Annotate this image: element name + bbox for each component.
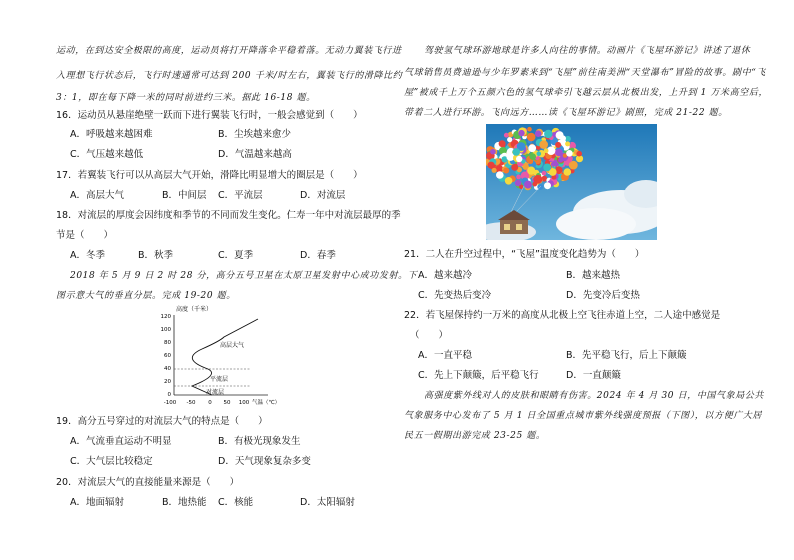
- q18-option-a: A．冬季: [70, 250, 105, 261]
- intro-line: 运动，在到达安全极限的高度，运动员将打开降落伞平稳着落。无动力翼装飞行进: [56, 46, 402, 56]
- q16-option-d: D．气温越来越高: [218, 149, 292, 160]
- q22-stem-cont: （ ）: [410, 330, 449, 341]
- balloon: [566, 150, 573, 157]
- balloon: [512, 148, 520, 156]
- balloon: [499, 140, 506, 147]
- balloon: [544, 182, 551, 189]
- balloon: [556, 131, 564, 139]
- balloon: [565, 141, 570, 146]
- q17-stem: 17．若翼装飞行可以从高层大气开始，滑降比明显增大的圈层是（ ）: [56, 170, 363, 181]
- balloon: [507, 137, 512, 142]
- balloon: [558, 158, 563, 163]
- balloon: [544, 148, 549, 153]
- balloon: [527, 167, 535, 175]
- mid-intro-line: 图示意大气的垂直分层。完成 19-20 题。: [56, 291, 236, 301]
- q16-option-c: C．气压越来越低: [70, 149, 144, 160]
- right-intro-line: 气球销售员费迪逊与少年罗素来到“飞屋”前往南美洲“天堂瀑布”冒险的故事。剧中“飞: [404, 68, 767, 78]
- balloon: [527, 133, 536, 142]
- balloon: [551, 162, 556, 167]
- q17-option-d: D．对流层: [300, 190, 346, 201]
- q17-option-a: A．高层大气: [70, 190, 124, 201]
- balloon: [537, 151, 542, 156]
- balloon: [564, 168, 572, 176]
- balloon: [528, 144, 536, 152]
- q20-stem: 20．对流层大气的直接能量来源是（ ）: [56, 477, 240, 488]
- q22-option-a: A．一直平稳: [418, 350, 472, 361]
- q17-option-b: B．中间层: [162, 190, 207, 201]
- q21-option-a: A．越来越冷: [418, 270, 472, 281]
- balloon: [544, 130, 552, 138]
- balloon: [516, 156, 522, 162]
- y-tick: 60: [164, 353, 171, 359]
- q16-option-a: A．呼吸越来越困难: [70, 129, 153, 140]
- balloon: [504, 133, 509, 138]
- balloon: [555, 149, 562, 156]
- q21-stem: 21．二人在升空过程中，“飞屋”温度变化趋势为（ ）: [404, 249, 645, 260]
- q20-option-b: B．地热能: [162, 497, 207, 508]
- q21-option-b: B．越来越热: [566, 270, 621, 281]
- right-intro-line: 驾驶氢气球环游地球是许多人向往的事情。动画片《飞屋环游记》讲述了退休: [424, 46, 751, 56]
- q19-option-a: A．气流垂直运动不明显: [70, 436, 172, 447]
- balloon: [488, 162, 495, 169]
- bottom-intro-line: 气象服务中心发布了 5 月 1 日全国重点城市紫外线强度预报（下图），以方便广大居: [404, 411, 762, 421]
- q21-option-d: D．先变冷后变热: [566, 290, 640, 301]
- x-tick: 50: [223, 400, 231, 406]
- q19-stem: 19．高分五号穿过的对流层大气的特点是（ ）: [56, 416, 268, 427]
- q18-option-c: C．夏季: [218, 250, 254, 261]
- x-tick: -100: [163, 400, 177, 406]
- q18-stem: 18．对流层的厚度会因纬度和季节的不同而发生变化。仁寿一年中对流层最厚的季: [56, 210, 401, 221]
- atmosphere-layers-diagram: [150, 303, 320, 411]
- balloon: [505, 177, 513, 185]
- up-movie-still: [486, 124, 657, 240]
- balloon: [535, 130, 542, 137]
- balloon: [511, 164, 518, 171]
- balloon: [542, 171, 547, 176]
- q20-option-d: D．太阳辐射: [300, 497, 355, 508]
- y-tick: 40: [164, 366, 171, 372]
- balloon: [539, 140, 548, 149]
- q18-stem-cont: 节是（ ）: [56, 230, 114, 241]
- label-high-atmosphere: 高层大气: [220, 342, 245, 349]
- q19-option-d: D．天气现象复杂多变: [218, 456, 311, 467]
- y-tick: 80: [164, 340, 171, 346]
- balloon: [529, 153, 536, 160]
- q22-stem: 22．若飞屋保持约一万米的高度从北极上空飞往赤道上空，二人途中感觉是: [404, 310, 721, 321]
- diagram-x-title: 气温（℃）: [252, 400, 281, 406]
- label-stratosphere: 平流层: [210, 376, 229, 383]
- right-intro-line: 屋”被成千上万个五颜六色的氢气球牵引飞越云层从北极出发，上升到 1 万米高空后，: [404, 88, 769, 98]
- diagram-y-title: 高度（千米）: [176, 306, 213, 313]
- x-tick: 0: [208, 400, 212, 406]
- q20-option-c: C．核能: [218, 497, 254, 508]
- bottom-intro-line: 民五一假期出游完成 23-25 题。: [404, 431, 546, 441]
- q21-option-c: C．先变热后变冷: [418, 290, 492, 301]
- temperature-curve: [192, 319, 258, 395]
- y-tick: 0: [167, 392, 171, 398]
- intro-line: 入理想飞行状态后，飞行时速通常可达到 200 千米/时左右，翼装飞行的滑降比约: [56, 71, 403, 81]
- balloon: [527, 127, 532, 132]
- q18-option-d: D．春季: [300, 250, 336, 261]
- y-tick: 100: [160, 327, 171, 333]
- y-tick: 120: [160, 314, 171, 320]
- bottom-intro-line: 高强度紫外线对人的皮肤和眼睛有伤害。2024 年 4 月 30 日，中国气象局公共: [424, 391, 764, 401]
- intro-line: 3：1，即在每下降一米的同时前进约三米。据此 16-18 题。: [56, 93, 316, 103]
- balloon: [543, 164, 551, 172]
- right-intro-line: 带着二人进行环游。飞向远方……读《飞屋环游记》剧照，完成 21-22 题。: [404, 108, 728, 118]
- balloon: [524, 181, 532, 189]
- q22-option-b: B．先平稳飞行，后上下颠簸: [566, 350, 687, 361]
- q16-stem: 16．运动员从悬崖绝壁一跃而下进行翼装飞行时，一般会感觉到（ ）: [56, 110, 363, 121]
- balloon: [555, 142, 561, 148]
- cloud: [556, 208, 636, 240]
- q17-option-c: C．平流层: [218, 190, 263, 201]
- q19-option-c: C．大气层比较稳定: [70, 456, 153, 467]
- label-troposphere: 对流层: [206, 389, 225, 396]
- x-tick: 100: [238, 400, 250, 406]
- q20-option-a: A．地面辐射: [70, 497, 124, 508]
- balloon: [518, 130, 524, 136]
- q22-option-c: C．先上下颠簸，后平稳飞行: [418, 370, 539, 381]
- mid-intro-line: 2018 年 5 月 9 日 2 时 28 分，高分五号卫星在太原卫星发射中心成功发射。下: [70, 271, 418, 281]
- balloon: [496, 171, 504, 179]
- balloon: [576, 151, 582, 157]
- q19-option-b: B．有极光现象发生: [218, 436, 301, 447]
- y-tick: 20: [164, 379, 171, 385]
- x-tick: -50: [186, 400, 196, 406]
- q18-option-b: B．秋季: [138, 250, 174, 261]
- q16-option-b: B．尘埃越来愈少: [218, 129, 292, 140]
- balloon-house-picture: [486, 124, 657, 240]
- q22-option-d: D．一直颠簸: [566, 370, 621, 381]
- balloon: [516, 175, 521, 180]
- balloon: [490, 149, 496, 155]
- balloon: [503, 168, 509, 174]
- balloon: [532, 182, 537, 187]
